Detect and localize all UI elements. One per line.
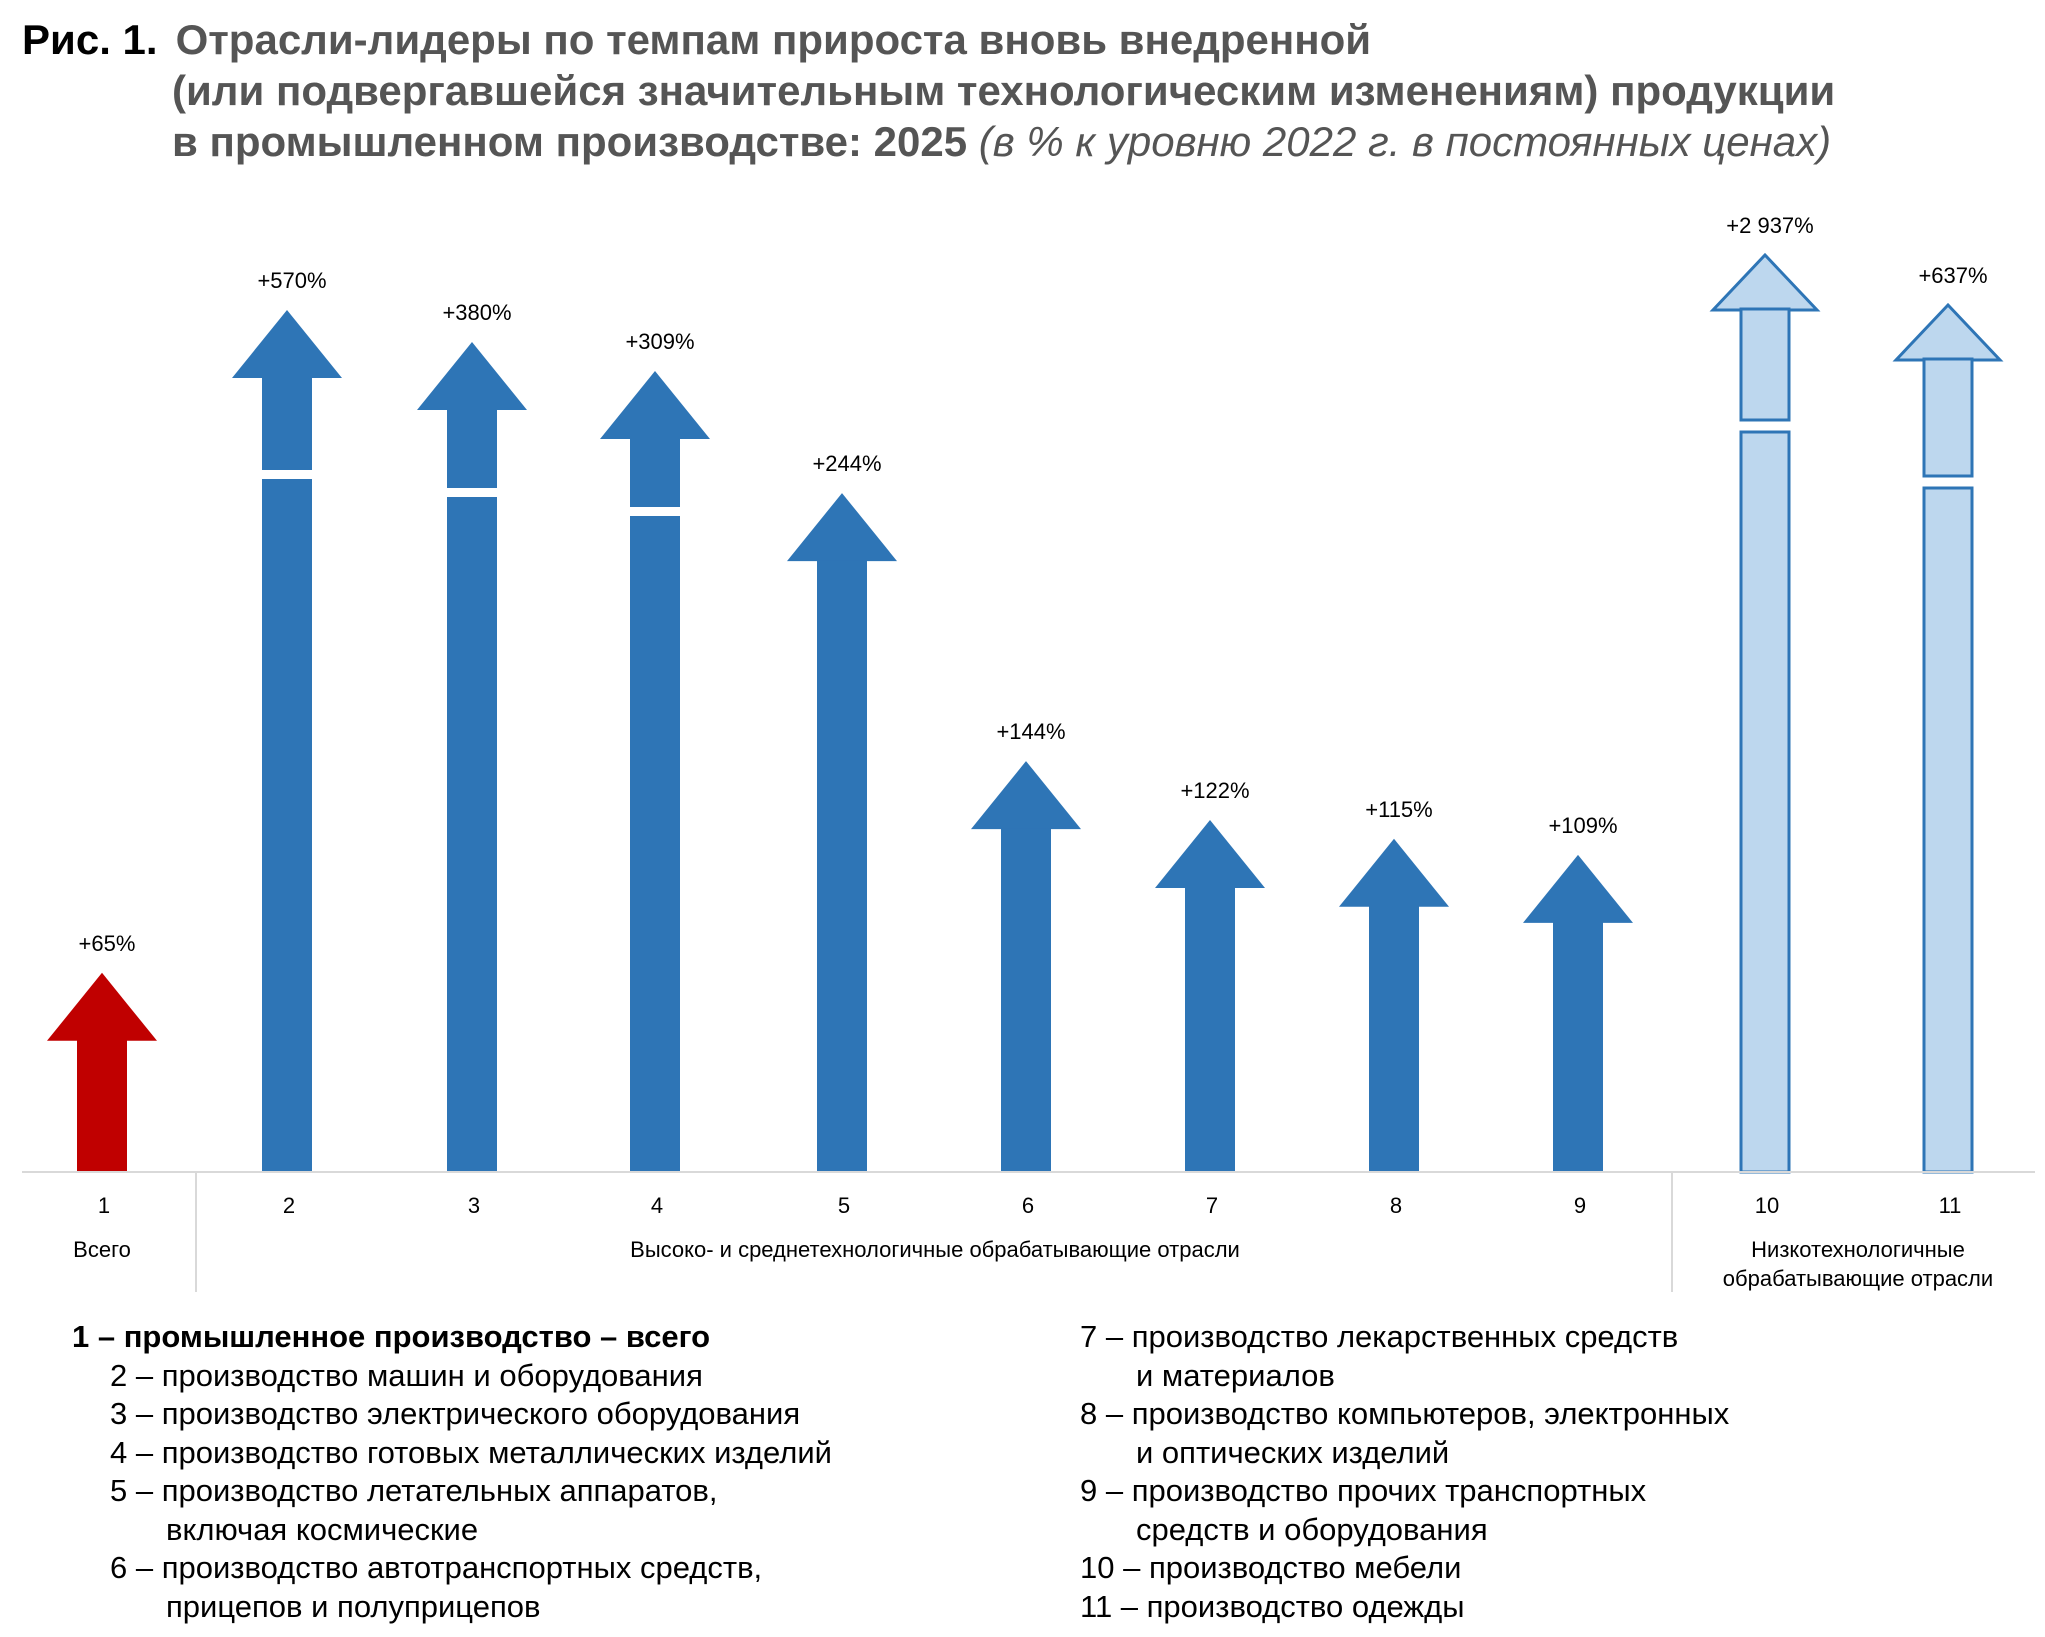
category-label-10: 10 bbox=[1754, 1193, 1780, 1218]
data-label-5: +244% bbox=[812, 451, 882, 477]
legend-text: 9 – производство прочих транспортных bbox=[1080, 1473, 1647, 1508]
title-text-2: (или подвергавшейся значительным технологическим изменениям) продукции bbox=[172, 67, 1836, 114]
legend-text: 3 – производство электрического оборудования bbox=[110, 1396, 801, 1431]
legend-text-continued: включая космические bbox=[166, 1511, 479, 1547]
data-label-3: +380% bbox=[442, 300, 512, 325]
legend-item-left-6 bbox=[72, 1549, 1072, 1626]
arrow-bar-8 bbox=[1339, 839, 1449, 1172]
arrow-shaft-lower-2 bbox=[262, 479, 312, 1172]
data-label-7: +122% bbox=[1180, 778, 1250, 804]
category-label-6: 6 bbox=[1021, 1193, 1035, 1218]
category-label-4: 4 bbox=[650, 1193, 664, 1218]
arrow-head-7 bbox=[1155, 820, 1265, 888]
arrow-shaft-1 bbox=[77, 1040, 127, 1172]
title-line-3 bbox=[22, 116, 2022, 167]
category-label-3: 3 bbox=[467, 1193, 481, 1218]
arrow-shaft-lower-3 bbox=[447, 497, 497, 1172]
data-label-6: +144% bbox=[996, 719, 1066, 745]
arrow-bar-2 bbox=[232, 310, 342, 1172]
legend-item-left-3 bbox=[72, 1395, 1072, 1434]
legend-item-left-1 bbox=[72, 1318, 1072, 1357]
arrow-bar-10 bbox=[1713, 255, 1817, 1172]
category-label-8: 8 bbox=[1389, 1193, 1403, 1218]
arrow-shaft-lower-11 bbox=[1924, 488, 1972, 1172]
arrow-bar-4 bbox=[600, 371, 710, 1172]
legend-text: 2 – производство машин и оборудования bbox=[110, 1357, 703, 1393]
legend-text: 11 – производство одежды bbox=[1080, 1588, 1465, 1624]
arrow-shaft-lower-10 bbox=[1741, 432, 1789, 1172]
arrow-head-1 bbox=[47, 973, 157, 1041]
arrow-head-10 bbox=[1713, 255, 1817, 310]
legend-text-continued: и оптических изделий bbox=[1136, 1434, 1450, 1470]
legend-text-continued: и материалов bbox=[1136, 1357, 1335, 1393]
group-label-3: Низкотехнологичные обрабатывающие отрасли bbox=[1722, 1237, 1994, 1291]
legend-text-continued: прицепов и полуприцепов bbox=[166, 1588, 541, 1624]
data-label-8: +115% bbox=[1365, 796, 1433, 822]
legend-text: 10 – производство мебели bbox=[1080, 1550, 1462, 1585]
title-subtitle: (в % к уровню 2022 г. в постоянных ценах) bbox=[978, 118, 1832, 165]
legend-text: 8 – производство компьютеров, электронных bbox=[1080, 1396, 1730, 1431]
arrow-bar-6 bbox=[971, 761, 1081, 1172]
figure-number: Рис. 1. bbox=[22, 16, 158, 63]
data-label-9: +109% bbox=[1548, 812, 1618, 838]
data-label-10: +2 937% bbox=[1726, 213, 1814, 238]
legend-text: 5 – производство летательных аппаратов, bbox=[110, 1473, 718, 1508]
arrow-shaft-6 bbox=[1001, 828, 1051, 1172]
arrow-shaft-upper-11 bbox=[1924, 359, 1972, 476]
legend-item-left-4 bbox=[72, 1434, 1072, 1473]
legend-item-left-2 bbox=[72, 1357, 1072, 1396]
arrow-head-8 bbox=[1339, 839, 1449, 907]
title-line-1 bbox=[22, 14, 2022, 65]
arrow-shaft-upper-4 bbox=[630, 438, 680, 507]
arrow-shaft-5 bbox=[817, 560, 867, 1172]
arrow-shaft-upper-3 bbox=[447, 409, 497, 488]
legend-text-continued: средств и оборудования bbox=[1136, 1511, 1488, 1547]
arrow-head-3 bbox=[417, 342, 527, 410]
category-label-5: 5 bbox=[837, 1193, 851, 1218]
arrow-shaft-upper-2 bbox=[262, 377, 312, 470]
arrow-bar-9 bbox=[1523, 855, 1633, 1172]
data-label-11: +637% bbox=[1918, 263, 1988, 288]
arrow-bar-3 bbox=[417, 342, 527, 1172]
arrow-head-6 bbox=[971, 761, 1081, 829]
legend-item-right-2 bbox=[1080, 1395, 2040, 1472]
legend-item-right-3 bbox=[1080, 1472, 2040, 1549]
arrow-bar-1 bbox=[47, 973, 157, 1172]
legend-text: 7 – производство лекарственных средств bbox=[1080, 1319, 1679, 1354]
figure-title bbox=[22, 14, 2022, 167]
title-line-2 bbox=[22, 65, 2022, 116]
legend-item-right-5 bbox=[1080, 1588, 2040, 1627]
arrow-shaft-lower-4 bbox=[630, 516, 680, 1172]
data-label-1: +65% bbox=[78, 930, 136, 956]
group-label-1: Всего bbox=[73, 1237, 131, 1262]
category-label-1: 1 bbox=[97, 1193, 111, 1218]
arrow-head-5 bbox=[787, 493, 897, 561]
group-label-2: Высоко- и среднетехнологичные обрабатывающие отрасли bbox=[630, 1237, 1240, 1262]
arrow-head-2 bbox=[232, 310, 342, 378]
data-label-4: +309% bbox=[625, 329, 695, 354]
category-label-11: 11 bbox=[1938, 1193, 1962, 1218]
title-text-3: в промышленном производстве: 2025 bbox=[172, 118, 968, 165]
arrow-shaft-upper-10 bbox=[1741, 309, 1789, 420]
legend-text: 4 – производство готовых металлических изделий bbox=[110, 1434, 832, 1470]
arrow-shaft-8 bbox=[1369, 906, 1419, 1172]
arrow-head-11 bbox=[1896, 305, 2000, 360]
arrow-bar-11 bbox=[1896, 305, 2000, 1172]
legend-text: 6 – производство автотранспортных средств, bbox=[110, 1550, 763, 1585]
arrow-head-9 bbox=[1523, 855, 1633, 923]
arrow-chart bbox=[0, 190, 2045, 1310]
arrow-shaft-9 bbox=[1553, 922, 1603, 1172]
arrow-bar-5 bbox=[787, 493, 897, 1172]
legend-left-column bbox=[72, 1318, 1072, 1626]
legend-item-left-5 bbox=[72, 1472, 1072, 1549]
arrow-bar-7 bbox=[1155, 820, 1265, 1172]
legend-item-right-4 bbox=[1080, 1549, 2040, 1588]
arrow-shaft-7 bbox=[1185, 887, 1235, 1172]
data-label-2: +570% bbox=[257, 268, 327, 293]
title-text-1: Отрасли-лидеры по темпам прироста вновь внедренной bbox=[175, 16, 1372, 63]
category-label-7: 7 bbox=[1205, 1193, 1219, 1218]
arrow-head-4 bbox=[600, 371, 710, 439]
category-label-9: 9 bbox=[1573, 1193, 1587, 1218]
legend-right-column bbox=[1080, 1318, 2040, 1626]
legend-item-right-1 bbox=[1080, 1318, 2040, 1395]
category-label-2: 2 bbox=[282, 1193, 296, 1218]
legend-text: 1 – промышленное производство – всего bbox=[72, 1319, 711, 1354]
